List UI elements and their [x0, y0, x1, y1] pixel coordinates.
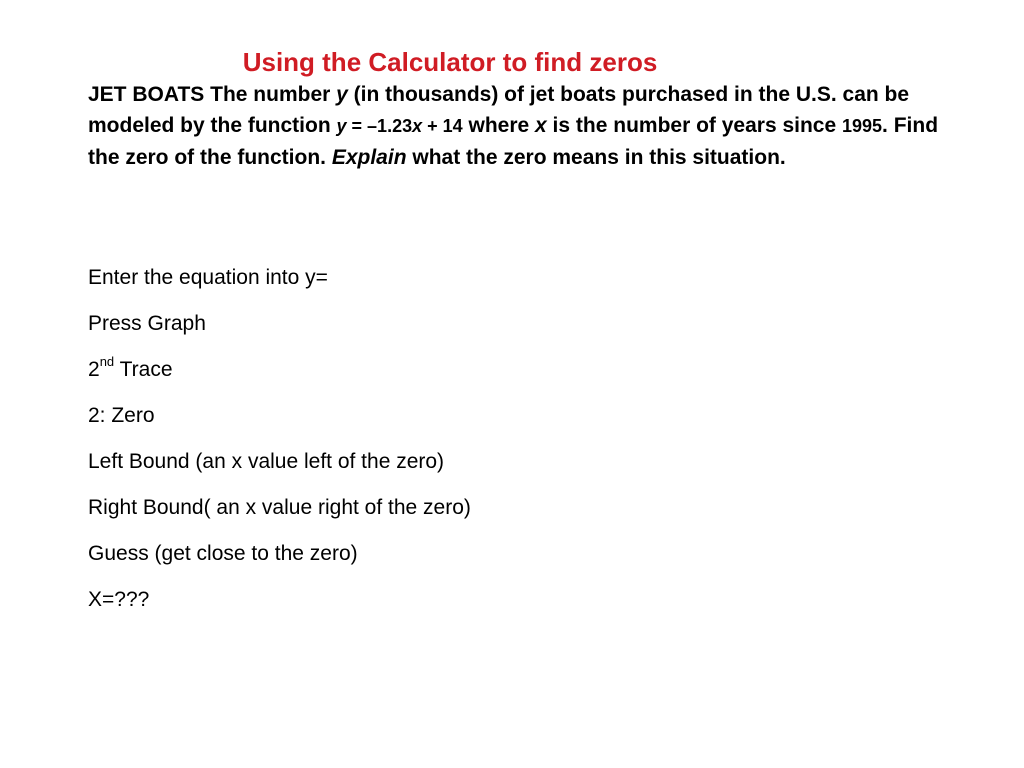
problem-text-5: . Find the zero of the function.	[88, 114, 939, 169]
year-value: 1995	[842, 116, 883, 136]
second-base: 2	[88, 358, 100, 381]
step-second-trace	[88, 354, 471, 400]
step-guess: Guess (get close to the zero)	[88, 542, 358, 565]
equation-middle: = –1.23	[346, 116, 413, 136]
problem-statement	[88, 79, 948, 173]
second-rest: Trace	[114, 358, 173, 381]
slide-title: Using the Calculator to find zeros	[242, 47, 658, 78]
second-superscript: nd	[99, 354, 115, 369]
variable-y: y	[336, 83, 348, 106]
step-enter-equation: Enter the equation into y=	[88, 266, 328, 289]
equation-x: x	[412, 116, 423, 136]
explain-word: Explain	[331, 146, 407, 169]
variable-x: x	[535, 114, 547, 137]
step-left-bound: Left Bound (an x value left of the zero)	[88, 450, 445, 473]
problem-text-4: is the number of years since	[546, 114, 842, 137]
step-zero: 2: Zero	[88, 404, 155, 427]
problem-text-6: what the zero means in this situation.	[406, 146, 786, 169]
step-result: X=???	[88, 588, 150, 611]
calculator-steps	[88, 262, 471, 630]
problem-lead: JET BOATS The number	[88, 83, 337, 106]
step-right-bound: Right Bound( an x value right of the zero)	[88, 496, 471, 519]
equation-y: y	[336, 116, 347, 136]
problem-text-3: where	[462, 114, 536, 137]
problem-text-2: (in thousands) of jet boats purchased in the U.S. can be modeled by the function	[88, 83, 910, 137]
equation-end: + 14	[422, 116, 463, 136]
step-press-graph: Press Graph	[88, 312, 206, 335]
